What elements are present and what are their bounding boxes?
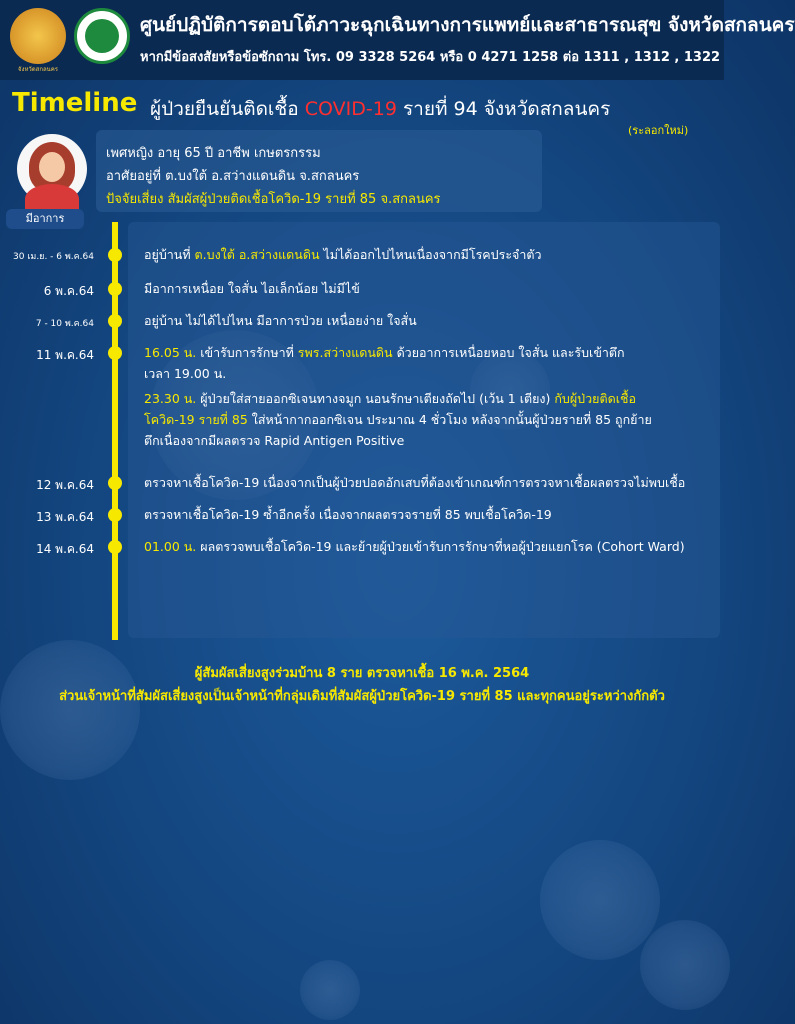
title-covid: COVID-19 — [304, 98, 397, 120]
virus-decoration — [300, 960, 360, 1020]
header-bar — [0, 0, 795, 80]
patient-line-1: เพศหญิง อายุ 65 ปี อาชีพ เกษตรกรรม — [106, 146, 321, 161]
title-prefix: ผู้ป่วยยืนยันติดเชื้อ — [150, 98, 299, 120]
event-text: อยู่บ้านที่ ต.บงใต้ อ.สว่างแดนดิน ไม่ได้ออกไปไหนเนื่องจากมีโรคประจำตัว — [144, 247, 542, 262]
event-date: 14 พ.ค.64 — [36, 542, 94, 556]
virus-decoration — [640, 920, 730, 1010]
footer-staff-line: ส่วนเจ้าหน้าที่สัมผัสเสี่ยงสูงเป็นเจ้าหน้าที่กลุ่มเดิมที่สัมผัสผู้ป่วยโควิด-19 รายที่ 85 และทุกคนอยู่ระหว่างกักตัว — [59, 689, 665, 704]
event-date: 12 พ.ค.64 — [36, 478, 94, 492]
province-logo-caption: จังหวัดสกลนคร — [18, 66, 58, 73]
event-text: ตรวจหาเชื้อโควิด-19 เนื่องจากเป็นผู้ป่วยปอดอักเสบที่ต้องเข้าเกณฑ์การตรวจหาเชื้อผลตรวจไม่พบเชื้อ — [144, 475, 686, 490]
virus-decoration — [540, 840, 660, 960]
virus-decoration — [0, 640, 140, 780]
ministry-health-logo — [74, 8, 130, 64]
patient-line-2: อาศัยอยู่ที่ ต.บงใต้ อ.สว่างแดนดิน จ.สกลนคร — [106, 169, 360, 184]
timeline-dot — [108, 508, 122, 522]
province-seal-logo — [10, 8, 66, 64]
timeline-dot — [108, 540, 122, 554]
event-date: 11 พ.ค.64 — [36, 348, 94, 362]
timeline-title — [150, 94, 610, 124]
patient-avatar-icon — [17, 134, 87, 204]
event-date: 13 พ.ค.64 — [36, 510, 94, 524]
header-title: ศูนย์ปฏิบัติการตอบโต้ภาวะฉุกเฉินทางการแพทย์และสาธารณสุข จังหวัดสกลนคร — [140, 14, 795, 36]
event-date: 30 เม.ย. - 6 พ.ค.64 — [13, 252, 94, 262]
symptom-badge: มีอาการ — [6, 209, 84, 229]
timeline-dot — [108, 314, 122, 328]
patient-risk-line: ปัจจัยเสี่ยง สัมผัสผู้ป่วยติดเชื้อโควิด-19 รายที่ 85 จ.สกลนคร — [106, 192, 441, 207]
event-text: มีอาการเหนื่อย ใจสั่น ไอเล็กน้อย ไม่มีไข้ — [144, 281, 360, 296]
title-suffix: รายที่ 94 จังหวัดสกลนคร — [402, 98, 611, 120]
timeline-dot — [108, 282, 122, 296]
timeline-word: Timeline — [12, 88, 138, 118]
timeline-dot — [108, 346, 122, 360]
event-text-multiline: 16.05 น. เข้ารับการรักษาที่ รพร.สว่างแดนดิน ด้วยอาการเหนื่อยหอบ ใจสั่น และรับเข้าตึก เวลา 19.00 น. 23.30 น. ผู้ป่วยใส่สายออกซิเจนทางจมูก นอนรักษาเตียงถัดไป (เว้น 1 เตียง) กับผู้ป่วยติดเชื้อ โควิด-19 รายที่ 85 ใส่หน้ากากออกซิเจน ประมาณ 4 ชั่วโมง หลังจากนั้นผู้ป่วยรายที่ 85 ถูกย้าย ตึกเนื่องจากมีผลตรวจ Rapid Antigen Positive — [144, 345, 652, 448]
event-text: 01.00 น. ผลตรวจพบเชื้อโควิด-19 และย้ายผู้ป่วยเข้ารับการรักษาที่หอผู้ป่วยแยกโรค (Cohort Ward) — [144, 539, 685, 554]
event-date: 6 พ.ค.64 — [43, 284, 94, 298]
event-text: อยู่บ้าน ไม่ได้ไปไหน มีอาการป่วย เหนื่อยง่าย ใจสั่น — [144, 313, 417, 328]
event-date: 7 - 10 พ.ค.64 — [35, 319, 94, 329]
timeline-note: (ระลอกใหม่) — [628, 124, 689, 137]
header-contact: หากมีข้อสงสัยหรือข้อซักถาม โทร. 09 3328 5264 หรือ 0 4271 1258 ต่อ 1311 , 1312 , 1322 — [140, 50, 721, 65]
footer-contacts-line: ผู้สัมผัสเสี่ยงสูงร่วมบ้าน 8 ราย ตรวจหาเชื้อ 16 พ.ค. 2564 — [194, 666, 530, 681]
timeline-dot — [108, 248, 122, 262]
event-text: ตรวจหาเชื้อโควิด-19 ซ้ำอีกครั้ง เนื่องจากผลตรวจรายที่ 85 พบเชื้อโควิด-19 — [144, 507, 552, 522]
timeline-dot — [108, 476, 122, 490]
